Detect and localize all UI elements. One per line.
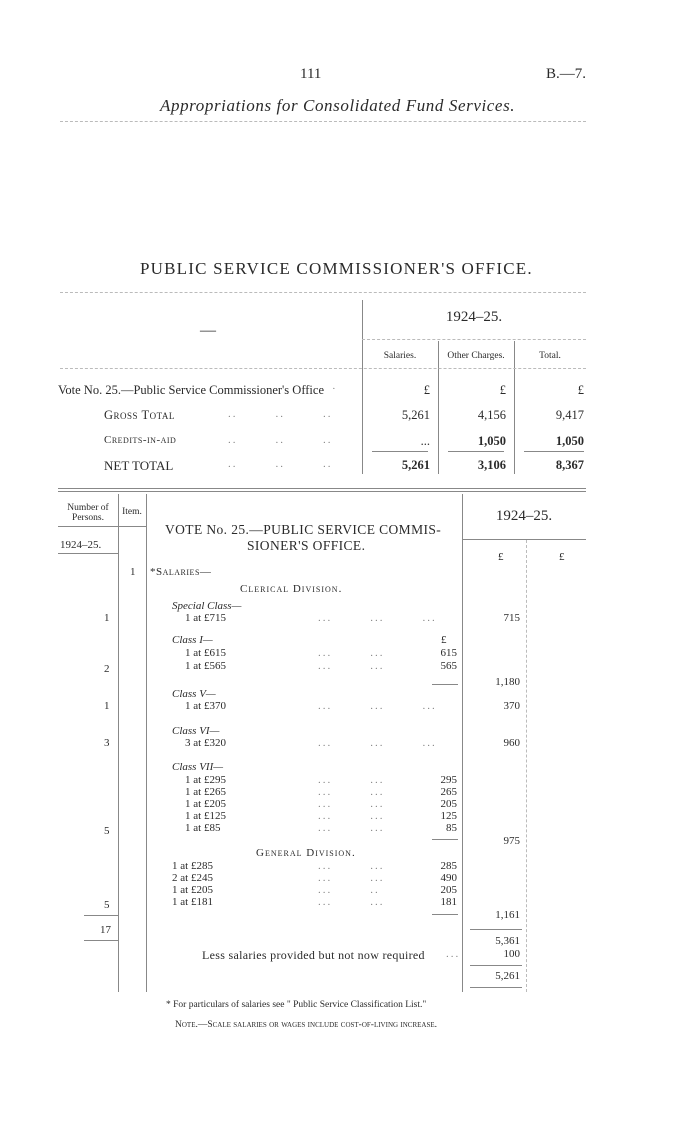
general-sum-rule bbox=[432, 914, 458, 915]
class-5-heading: Class V— bbox=[172, 688, 216, 700]
vote-title-line-1: VOTE No. 25.—PUBLIC SERVICE COMMIS- bbox=[165, 522, 442, 537]
class-1-line: 1 at £565 bbox=[185, 660, 226, 672]
class-7-line: 1 at £295 bbox=[185, 774, 226, 786]
class-7-line: 1 at £265 bbox=[185, 786, 226, 798]
class-1-heading: Class I— bbox=[172, 634, 213, 646]
leader-dots: ... ... bbox=[318, 860, 385, 872]
general-division-heading: General Division. bbox=[256, 847, 356, 859]
document-reference: B.—7. bbox=[546, 66, 587, 82]
summary-sum-rule bbox=[372, 451, 428, 452]
total-persons: 17 bbox=[100, 924, 111, 936]
class-7-value: 125 bbox=[440, 810, 457, 822]
summary-header-rule bbox=[60, 368, 586, 369]
summary-credits-total: 1,050 bbox=[555, 434, 584, 448]
leader-dots: ... ... bbox=[318, 822, 385, 834]
detail-top-rule-2 bbox=[58, 491, 586, 492]
detail-year-left: 1924–25. bbox=[60, 539, 102, 551]
office-title: PUBLIC SERVICE COMMISSIONER'S OFFICE. bbox=[140, 259, 533, 278]
general-persons: 5 bbox=[104, 899, 110, 911]
summary-row-credits-label: Credits-in-aid bbox=[104, 434, 177, 446]
leader-dots: ... ... bbox=[318, 872, 385, 884]
summary-col-other: Other Charges. bbox=[447, 351, 505, 361]
subtotal-rule bbox=[470, 929, 522, 930]
class-1-total: 1,180 bbox=[495, 676, 520, 688]
summary-vote-other: £ bbox=[499, 383, 506, 397]
detail-year-rule bbox=[58, 553, 118, 554]
summary-net-other: 3,106 bbox=[477, 458, 506, 472]
summary-credits-salaries: ... bbox=[420, 434, 430, 448]
leader-dots: ... .. bbox=[318, 884, 380, 896]
detail-header-rule bbox=[58, 526, 146, 527]
leader-dots: ... ... bbox=[318, 774, 385, 786]
leader-dots: ... ... ... bbox=[318, 737, 437, 749]
clerical-division-heading: Clerical Division. bbox=[240, 583, 343, 595]
class-6-heading: Class VI— bbox=[172, 725, 220, 737]
class-7-total: 975 bbox=[503, 835, 520, 847]
class-7-value: 295 bbox=[440, 774, 457, 786]
class-1-value: 565 bbox=[440, 660, 457, 672]
summary-vote-total: £ bbox=[577, 383, 584, 397]
header-rule bbox=[60, 121, 586, 122]
subtotal-amount: 5,361 bbox=[495, 935, 520, 947]
running-title: Appropriations for Consolidated Fund Services. bbox=[160, 96, 516, 115]
general-total: 1,161 bbox=[495, 909, 520, 921]
class-1-line: 1 at £615 bbox=[185, 647, 226, 659]
detail-top-rule bbox=[58, 488, 586, 489]
item-number: 1 bbox=[130, 566, 136, 578]
leader-dots: · bbox=[332, 383, 338, 395]
special-class-line: 1 at £715 bbox=[185, 612, 226, 624]
final-amount: 5,261 bbox=[495, 970, 520, 982]
summary-row-gross-label: Gross Total bbox=[104, 408, 175, 422]
class-1-persons: 2 bbox=[104, 663, 110, 675]
summary-gross-total: 9,417 bbox=[555, 408, 584, 422]
summary-gross-salaries: 5,261 bbox=[401, 408, 430, 422]
less-salaries-amount: 100 bbox=[503, 948, 520, 960]
final-rule bbox=[470, 965, 522, 966]
class-1-value: 615 bbox=[440, 647, 457, 659]
leader-dots: .. .. .. bbox=[228, 408, 333, 420]
summary-sum-rule bbox=[448, 451, 504, 452]
summary-col-total: Total. bbox=[539, 351, 561, 361]
class-7-line: 1 at £125 bbox=[185, 810, 226, 822]
summary-year: 1924–25. bbox=[445, 309, 503, 325]
summary-net-total: 8,367 bbox=[555, 458, 584, 472]
detail-col-number: Number of Persons. bbox=[67, 503, 109, 523]
general-line: 1 at £285 bbox=[172, 860, 213, 872]
leader-dots: ... ... bbox=[318, 896, 385, 908]
leader-dots: ... ... bbox=[318, 647, 385, 659]
special-class-heading: Special Class— bbox=[172, 600, 242, 612]
leader-dots: ... ... ... bbox=[318, 612, 437, 624]
summary-row-vote-label: Vote No. 25.—Public Service Commissioner's Office bbox=[58, 383, 324, 397]
class-7-value: 85 bbox=[446, 822, 457, 834]
detail-year-right-rule bbox=[462, 539, 586, 540]
detail-pound-2: £ bbox=[559, 551, 565, 563]
leader-dots: ... ... bbox=[318, 660, 385, 672]
summary-net-salaries: 5,261 bbox=[401, 458, 430, 472]
detail-col-divider-item bbox=[146, 494, 147, 992]
detail-col-divider-amount-2 bbox=[526, 540, 527, 992]
detail-col-divider-persons bbox=[118, 494, 119, 992]
less-salaries-label: Less salaries provided but not now required bbox=[202, 948, 425, 962]
leader-dots: .. .. .. bbox=[228, 434, 333, 446]
leader-dots: .. .. .. bbox=[228, 458, 333, 470]
class-1-pound: £ bbox=[441, 634, 447, 646]
detail-col-item: Item. bbox=[122, 507, 142, 517]
footnote: * For particulars of salaries see " Public Service Classification List." bbox=[166, 1000, 427, 1010]
class-7-line: 1 at £85 bbox=[185, 822, 221, 834]
class-1-sum-rule bbox=[432, 684, 458, 685]
class-7-heading: Class VII— bbox=[172, 761, 224, 773]
vote-title-line-2: SIONER'S OFFICE. bbox=[247, 538, 366, 553]
class-6-persons: 3 bbox=[104, 737, 110, 749]
class-5-line: 1 at £370 bbox=[185, 700, 226, 712]
leader-dots: ... bbox=[446, 948, 461, 960]
class-5-persons: 1 bbox=[104, 700, 110, 712]
class-7-value: 265 bbox=[440, 786, 457, 798]
class-6-amount: 960 bbox=[503, 737, 520, 749]
class-7-line: 1 at £205 bbox=[185, 798, 226, 810]
summary-dash: — bbox=[200, 322, 216, 339]
summary-col-salaries: Salaries. bbox=[383, 351, 417, 361]
leader-dots: ... ... bbox=[318, 810, 385, 822]
leader-dots: ... ... bbox=[318, 798, 385, 810]
summary-sum-rule bbox=[524, 451, 584, 452]
general-line: 2 at £245 bbox=[172, 872, 213, 884]
summary-top-rule bbox=[60, 292, 586, 293]
class-7-value: 205 bbox=[440, 798, 457, 810]
general-line: 1 at £205 bbox=[172, 884, 213, 896]
leader-dots: ... ... ... bbox=[318, 700, 437, 712]
general-value: 205 bbox=[440, 884, 457, 896]
class-6-line: 3 at £320 bbox=[185, 737, 226, 749]
special-class-persons: 1 bbox=[104, 612, 110, 624]
class-7-persons: 5 bbox=[104, 825, 110, 837]
special-class-amount: 715 bbox=[503, 612, 520, 624]
note: Note.—Scale salaries or wages include cost-of-living increase. bbox=[175, 1020, 438, 1030]
summary-gross-other: 4,156 bbox=[477, 408, 506, 422]
detail-year-right: 1924–25. bbox=[495, 508, 553, 524]
summary-vote-salaries: £ bbox=[423, 383, 430, 397]
class-5-amount: 370 bbox=[503, 700, 520, 712]
general-value: 285 bbox=[440, 860, 457, 872]
summary-year-rule bbox=[362, 339, 586, 340]
final-rule-bottom bbox=[470, 987, 522, 988]
general-line: 1 at £181 bbox=[172, 896, 213, 908]
general-value: 490 bbox=[440, 872, 457, 884]
general-value: 181 bbox=[440, 896, 457, 908]
salaries-heading: *Salaries— bbox=[150, 566, 212, 578]
summary-row-net-label: NET TOTAL bbox=[104, 458, 174, 473]
page-number: 111 bbox=[300, 66, 322, 82]
summary-credits-other: 1,050 bbox=[477, 434, 506, 448]
persons-total-rule bbox=[84, 940, 118, 941]
class-7-sum-rule bbox=[432, 839, 458, 840]
leader-dots: ... ... bbox=[318, 786, 385, 798]
detail-pound-1: £ bbox=[498, 551, 504, 563]
persons-sum-rule bbox=[84, 915, 118, 916]
